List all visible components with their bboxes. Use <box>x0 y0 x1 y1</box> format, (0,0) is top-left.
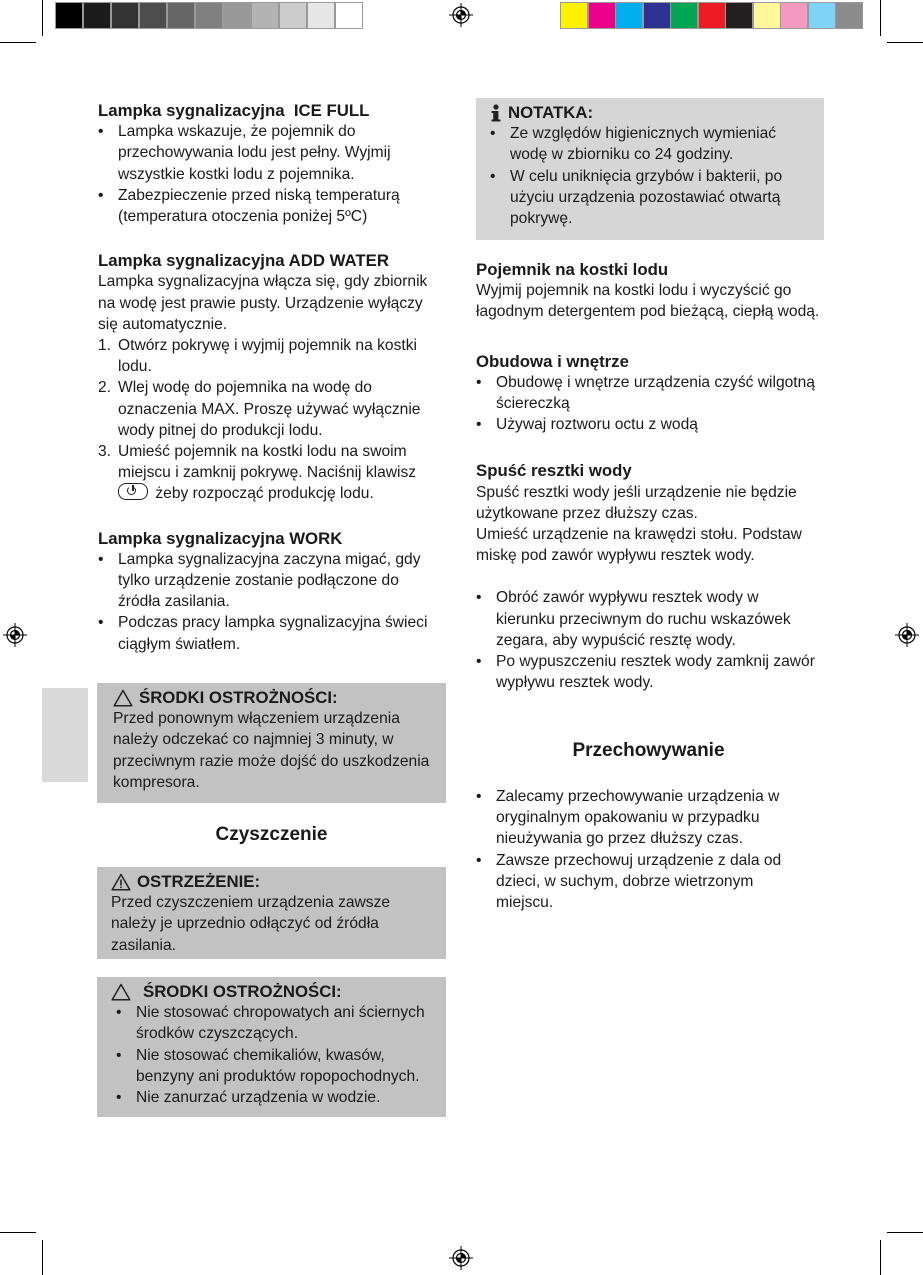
list-item: • Używaj roztworu octu z wodą <box>476 414 821 435</box>
list-item: • Obróć zawór wypływu resztek wody w kierunku przeciwnym do ruchu wskazówek zegara, aby wypuścić resztę wody. <box>476 587 821 651</box>
storage-section <box>476 786 806 913</box>
color-swatch <box>615 2 643 29</box>
add-water-heading: Lampka sygnalizacyjna ADD WATER <box>98 251 389 271</box>
color-swatch <box>753 2 781 29</box>
crop-mark <box>880 0 881 36</box>
list-item: • Zabezpieczenie przed niską temperaturą (temperatura otoczenia poniżej 5ºC) <box>98 185 444 227</box>
color-swatch <box>560 2 588 29</box>
ice-full-heading: Lampka sygnalizacyjna ICE FULL <box>98 101 370 120</box>
drain-text-1: Spuść resztki wody jeśli urządzenie nie będzie użytkowane przez dłuższy czas. <box>476 483 797 522</box>
color-swatch <box>808 2 836 29</box>
left-column <box>98 100 444 655</box>
ice-container-text: Wyjmij pojemnik na kostki lodu i wyczyścić go łagodnym detergentem pod bieżącą, ciepłą wodą. <box>476 282 820 321</box>
caution-box <box>97 683 446 803</box>
note-box <box>476 98 824 240</box>
list-item: 1. Otwórz pokrywę i wyjmij pojemnik na kostki lodu. <box>98 337 417 376</box>
list-item: • Zalecamy przechowywanie urządzenia w oryginalnym opakowaniu w przypadku nieużywania go przez dłuższy czas. <box>476 786 806 850</box>
color-swatch <box>195 2 223 29</box>
drain-heading: Spuść resztki wody <box>476 461 632 481</box>
color-swatch <box>335 2 363 29</box>
registration-mark-icon <box>449 1246 473 1270</box>
list-item: • W celu uniknięcia grzybów i bakterii, po użyciu urządzenia pozostawiać otwartą pokrywę. <box>490 166 812 230</box>
list-item: • Zawsze przechowuj urządzenie z dala od dzieci, w suchym, dobrze wietrzonym miejscu. <box>476 850 806 914</box>
info-icon <box>490 104 502 122</box>
list-item: • Obudowę i wnętrze urządzenia czyść wilgotną ściereczką <box>476 372 821 414</box>
color-swatch <box>139 2 167 29</box>
list-item: • Po wypuszczeniu resztek wody zamknij zawór wypływu resztek wody. <box>476 651 821 693</box>
crop-mark <box>42 0 43 36</box>
color-swatch <box>725 2 753 29</box>
warning-triangle-icon <box>113 689 133 707</box>
ice-full-list <box>98 121 444 227</box>
crop-mark <box>0 42 36 43</box>
drain-text-2: Umieść urządzenie na krawędzi stołu. Podstaw miskę pod zawór wypływu resztek wody. <box>476 526 802 565</box>
color-swatch <box>307 2 335 29</box>
color-swatch <box>835 2 863 29</box>
color-swatch <box>223 2 251 29</box>
housing-heading: Obudowa i wnętrze <box>476 351 629 371</box>
storage-heading: Przechowywanie <box>572 740 725 761</box>
color-swatch <box>643 2 671 29</box>
language-tab <box>42 688 88 782</box>
registration-mark-icon <box>895 623 919 647</box>
color-swatch <box>670 2 698 29</box>
list-item: • Lampka sygnalizacyjna zaczyna migać, gdy tylko urządzenie zostanie podłączone do źródła zasilania. <box>98 549 444 613</box>
crop-mark <box>880 1240 881 1275</box>
crop-mark <box>42 1240 43 1275</box>
housing-list <box>476 372 821 436</box>
work-heading: Lampka sygnalizacyjna WORK <box>98 528 343 548</box>
color-swatch <box>279 2 307 29</box>
color-swatch <box>111 2 139 29</box>
color-swatch <box>251 2 279 29</box>
color-swatch <box>780 2 808 29</box>
color-swatch <box>55 2 83 29</box>
color-swatch <box>83 2 111 29</box>
caution-box-2 <box>97 977 446 1117</box>
color-swatch <box>167 2 195 29</box>
note-title: NOTATKA: <box>490 102 812 123</box>
crop-mark <box>887 42 923 43</box>
crop-mark <box>0 1232 36 1233</box>
storage-list <box>476 786 806 913</box>
crop-mark <box>887 1232 923 1233</box>
caution-list <box>111 1002 434 1108</box>
warning-triangle-icon <box>111 983 131 1001</box>
right-column <box>476 259 821 693</box>
list-item: • Podczas pracy lampka sygnalizacyjna świeci ciągłym światłem. <box>98 612 444 654</box>
drain-list <box>476 587 821 693</box>
list-item: • Nie stosować chemikaliów, kwasów, benzyny ani produktów ropopochodnych. <box>116 1045 434 1087</box>
color-swatch <box>588 2 616 29</box>
caution-title: ŚRODKI OSTROŻNOŚCI: <box>113 687 434 708</box>
warning-title: OSTRZEŻENIE: <box>111 871 434 892</box>
cleaning-heading: Czyszczenie <box>215 824 328 845</box>
list-item: • Ze względów higienicznych wymieniać wodę w zbiorniku co 24 godziny. <box>490 123 812 165</box>
warning-box <box>97 867 446 959</box>
power-button-icon <box>118 483 148 500</box>
registration-mark-icon <box>3 623 27 647</box>
list-item: • Lampka wskazuje, że pojemnik do przechowywania lodu jest pełny. Wyjmij wszystkie kostki lodu z pojemnika. <box>98 121 444 185</box>
color-swatch <box>698 2 726 29</box>
add-water-steps <box>98 335 444 505</box>
caution-title: ŚRODKI OSTROŻNOŚCI: <box>111 981 434 1002</box>
list-item: 3. Umieść pojemnik na kostki lodu na swoim miejscu i zamknij pokrywę. Naciśnij klawisz żeby rozpocząć produkcję lodu. <box>98 443 417 503</box>
list-item: 2. Wlej wodę do pojemnika na wodę do oznaczenia MAX. Proszę używać wyłącznie wody pitnej do produkcji lodu. <box>98 379 421 439</box>
list-item: • Nie zanurzać urządzenia w wodzie. <box>116 1087 434 1108</box>
work-list <box>98 549 444 655</box>
warning-triangle-icon <box>111 873 131 891</box>
ice-container-heading: Pojemnik na kostki lodu <box>476 260 669 279</box>
warning-text: Przed czyszczeniem urządzenia zawsze należy je uprzednio odłączyć od źródła zasilania. <box>111 894 391 954</box>
registration-mark-icon <box>449 3 473 27</box>
note-list <box>490 123 812 229</box>
list-item: • Nie stosować chropowatych ani ściernych środków czyszczących. <box>116 1002 434 1044</box>
add-water-intro: Lampka sygnalizacyjna włącza się, gdy zbiornik na wodę jest prawie pusty. Urządzenie wyłączy się automatycznie. <box>98 273 428 333</box>
caution-text: Przed ponownym włączeniem urządzenia należy odczekać co najmniej 3 minuty, w przeciwnym razie może dojść do uszkodzenia kompresora. <box>113 710 430 791</box>
